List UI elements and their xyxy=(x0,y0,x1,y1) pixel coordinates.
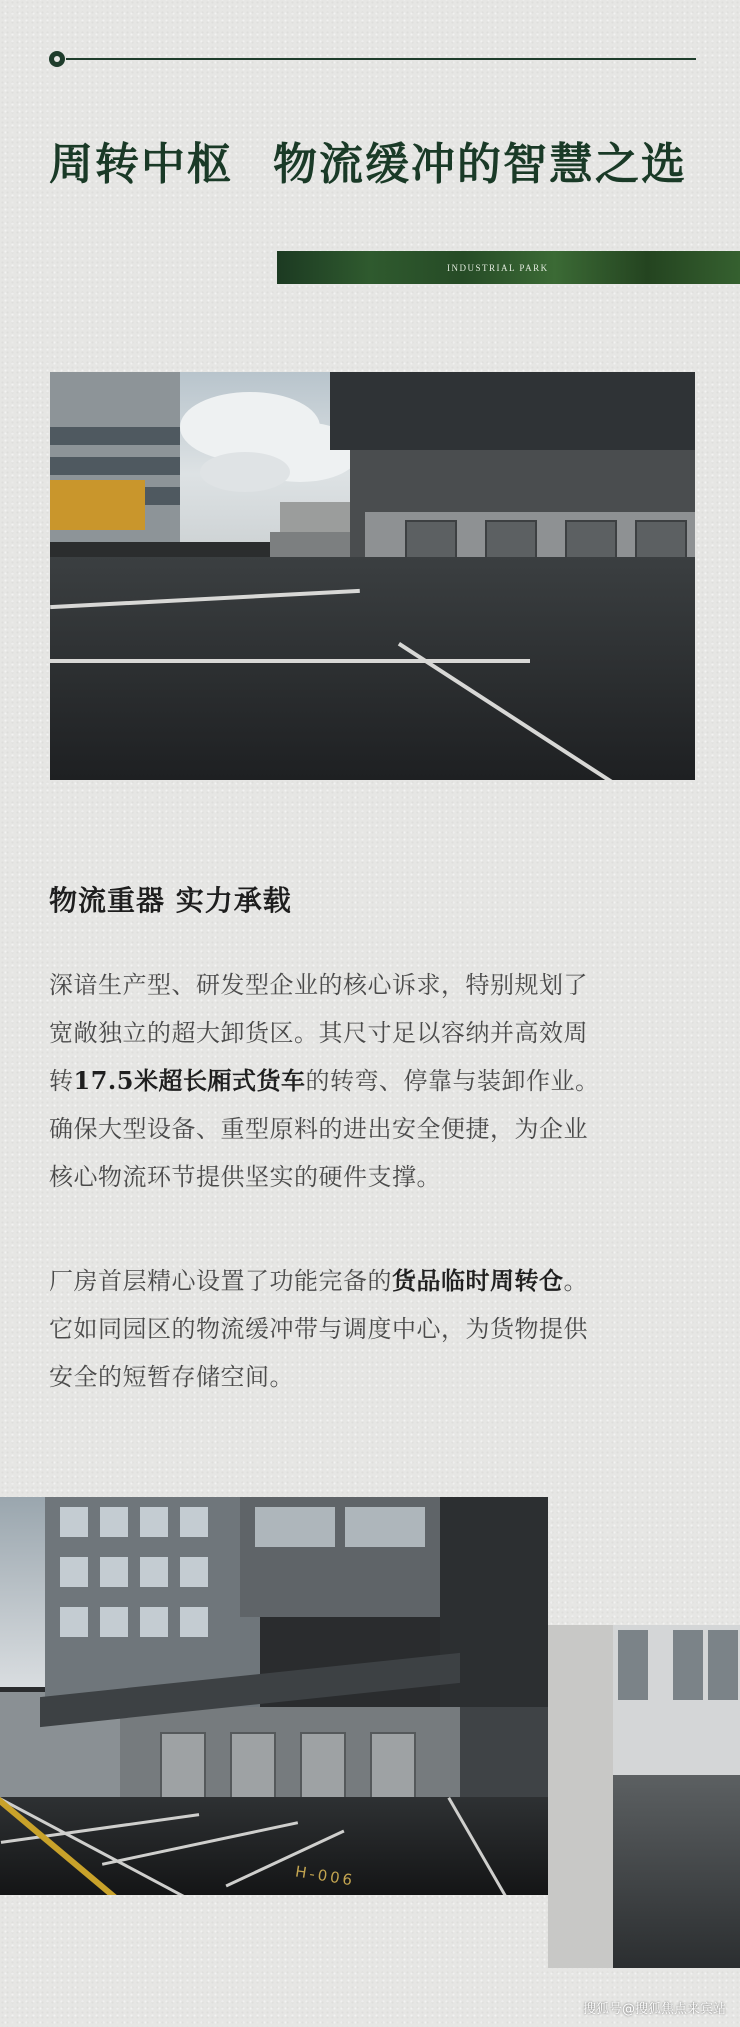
banner-text: INDUSTRIAL PARK xyxy=(447,262,549,273)
paragraph-2 xyxy=(49,1257,699,1401)
parking-bay-code: H-006 xyxy=(293,1862,357,1890)
header-dot-icon xyxy=(49,51,65,67)
title-part1: 周转中枢 xyxy=(49,139,233,190)
source-watermark: 搜狐号@搜狐焦点来宾站 xyxy=(582,2002,726,2017)
para2-line: 它如同园区的物流缓冲带与调度中心，为货物提供 xyxy=(49,1315,588,1343)
header-rule xyxy=(66,58,696,60)
para1-line: 核心物流环节提供坚实的硬件支撑。 xyxy=(49,1163,441,1191)
para1-line: 宽敞独立的超大卸货区。其尺寸足以容纳并高效周 xyxy=(49,1019,588,1047)
paragraph-1 xyxy=(49,961,699,1201)
para2-line: 安全的短暂存储空间。 xyxy=(49,1363,294,1391)
building-dock-photo xyxy=(0,1497,548,1895)
para1-line: 深谙生产型、研发型企业的核心诉求，特别规划了 xyxy=(49,971,588,999)
crane-truck xyxy=(50,480,145,530)
para1-line: 确保大型设备、重型原料的进出安全便捷，为企业 xyxy=(49,1115,588,1143)
loading-dock-photo xyxy=(50,372,695,780)
warehouse-highlight: 货品临时周转仓 xyxy=(392,1266,564,1295)
title-part2: 物流缓冲的智慧之选 xyxy=(273,139,687,190)
para1-line: 转17.5米超长厢式货车的转弯、停靠与装卸作业。 xyxy=(49,1066,600,1095)
para2-line: 厂房首层精心设置了功能完备的货品临时周转仓。 xyxy=(49,1266,588,1295)
page-title xyxy=(49,128,687,192)
warehouse-corner-photo xyxy=(613,1625,740,1968)
section-subtitle: 物流重器 实力承载 xyxy=(49,884,292,917)
truck-length-highlight: 17.5米超长厢式货车 xyxy=(73,1066,306,1095)
industrial-park-banner xyxy=(277,251,740,284)
